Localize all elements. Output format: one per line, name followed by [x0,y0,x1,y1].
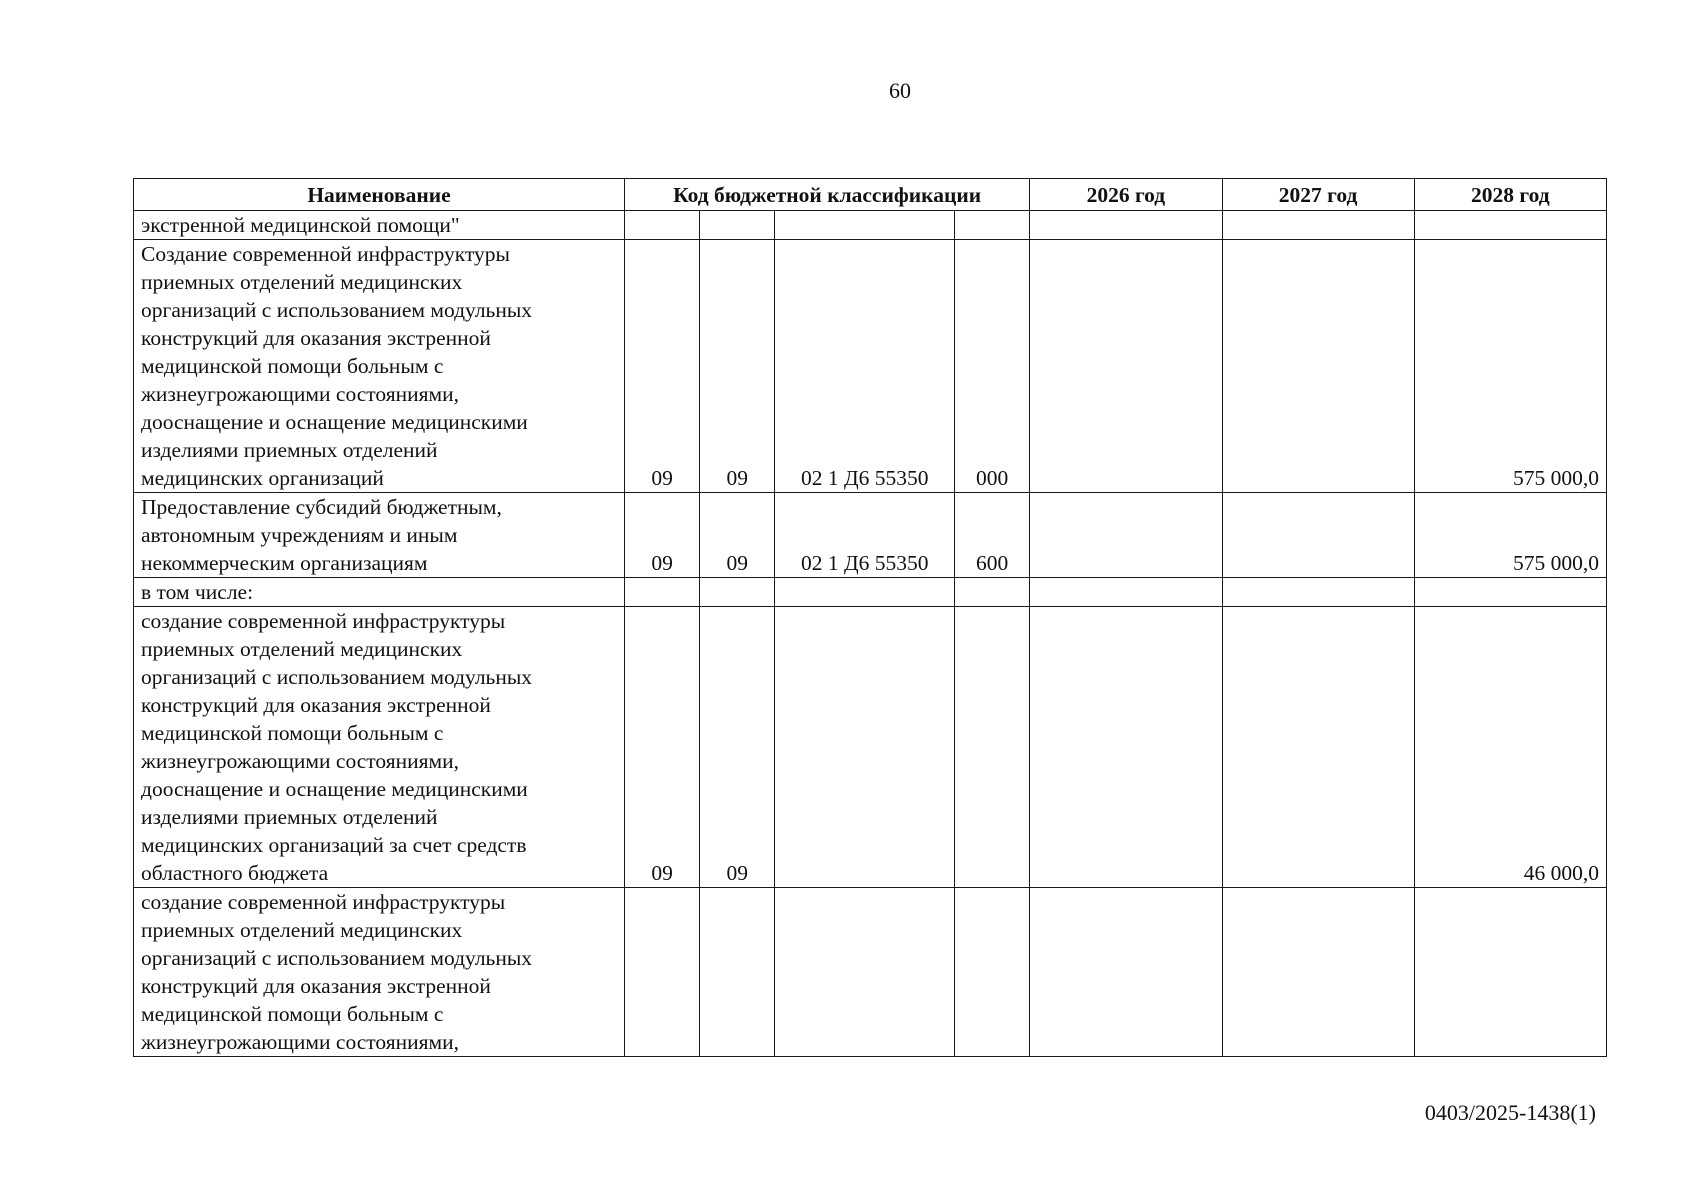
budget-table [133,178,1607,1057]
code-section [624,888,699,1057]
header-2026: 2026 год [1030,179,1222,211]
code-expense-type [955,888,1030,1057]
value-2027 [1222,578,1414,607]
code-target-article [775,578,955,607]
table-row [134,211,1607,240]
row-name: Предоставление субсидий бюджетным, автономным учреждениям и иным некоммерческим организациям [134,493,625,578]
row-name: создание современной инфраструктуры приемных отделений медицинских организаций с использованием модульных конструкций для оказания экстренной медицинской помощи больным с жизнеугрожающими состояниями, дооснащение и оснащение медицинскими изделиями приемных отделений медицинских организаций за счет средств областного бюджета [134,607,625,888]
value-2028 [1414,578,1606,607]
value-2027 [1222,493,1414,578]
code-subsection [700,211,775,240]
code-target-article [775,607,955,888]
header-name: Наименование [134,179,625,211]
value-2027 [1222,607,1414,888]
code-expense-type [955,211,1030,240]
value-2026 [1030,888,1222,1057]
table-row [134,578,1607,607]
code-subsection: 09 [700,607,775,888]
value-2026 [1030,493,1222,578]
code-target-article [775,211,955,240]
table-row [134,240,1607,493]
value-2028 [1414,888,1606,1057]
code-subsection [700,888,775,1057]
value-2027 [1222,211,1414,240]
code-expense-type [955,578,1030,607]
value-2026 [1030,607,1222,888]
page-number: 60 [889,78,911,103]
header-row [134,179,1607,211]
value-2028: 46 000,0 [1414,607,1606,888]
table-row [134,888,1607,1057]
code-subsection: 09 [700,493,775,578]
document-code: 0403/2025-1438(1) [1424,1100,1596,1125]
value-2026 [1030,211,1222,240]
row-name: создание современной инфраструктуры приемных отделений медицинских организаций с использованием модульных конструкций для оказания экстренной медицинской помощи больным с жизнеугрожающими состояниями, [134,888,625,1057]
code-section: 09 [624,607,699,888]
code-target-article [775,888,955,1057]
value-2026 [1030,240,1222,493]
value-2028: 575 000,0 [1414,493,1606,578]
code-target-article: 02 1 Д6 55350 [775,493,955,578]
code-subsection: 09 [700,240,775,493]
code-section: 09 [624,493,699,578]
code-subsection [700,578,775,607]
header-2028: 2028 год [1414,179,1606,211]
row-name: экстренной медицинской помощи" [134,211,625,240]
header-2027: 2027 год [1222,179,1414,211]
value-2027 [1222,240,1414,493]
row-name: Создание современной инфраструктуры приемных отделений медицинских организаций с использованием модульных конструкций для оказания экстренной медицинской помощи больным с жизнеугрожающими состояниями, дооснащение и оснащение медицинскими изделиями приемных отделений медицинских организаций [134,240,625,493]
value-2028: 575 000,0 [1414,240,1606,493]
table-row [134,607,1607,888]
header-code: Код бюджетной классификации [624,179,1029,211]
value-2026 [1030,578,1222,607]
code-section [624,211,699,240]
code-expense-type: 600 [955,493,1030,578]
code-section [624,578,699,607]
code-section: 09 [624,240,699,493]
row-name: в том числе: [134,578,625,607]
code-expense-type: 000 [955,240,1030,493]
code-expense-type [955,607,1030,888]
code-target-article: 02 1 Д6 55350 [775,240,955,493]
table-body [134,211,1607,1057]
value-2028 [1414,211,1606,240]
table-row [134,493,1607,578]
value-2027 [1222,888,1414,1057]
